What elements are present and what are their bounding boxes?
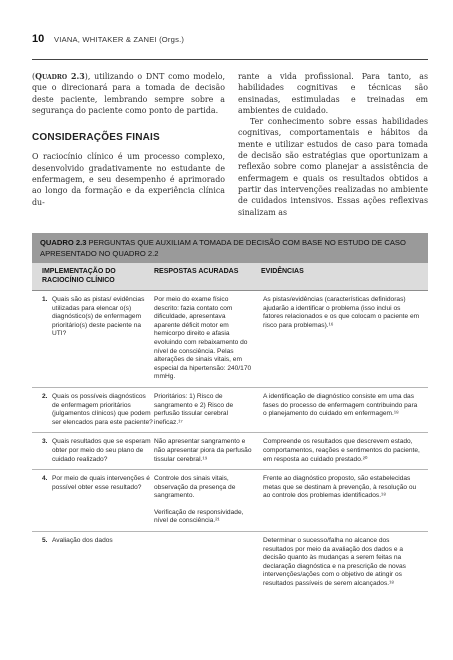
table-row	[32, 291, 428, 388]
answer-text: Não apresentar sangramento e não apresentar piora da perfusão tissular cerebral.¹⁹	[154, 438, 252, 463]
column-header-implementacao: IMPLEMENTAÇÃO DO RACIOCÍNIO CLÍNICO	[42, 268, 116, 284]
question-text: Quais resultados que se esperam obter por meio do seu plano de cuidado realizado?	[52, 438, 151, 463]
answer-cell	[154, 537, 261, 589]
right-column	[238, 71, 428, 218]
question-cell	[32, 537, 154, 589]
right-paragraph-2: Ter conhecimento sobre essas habilidades cognitivas, comportamentais e hábitos da mente e utilizar estudos de caso para tomada de decisão são estratégias que oportunizam a reflexão sobre como planejar a assistência de enfermagem e quais os resultados obtidos a partir das intervenções realizadas no ambiente de cuidados intensivos. Essas ações reflexivas sinalizam as	[238, 117, 428, 217]
evidence-text: Determinar o sucesso/falha no alcance dos resultados por meio da avaliação dos dados e a decisão quanto às mudanças a serem feitas na declaração diagnóstica e na prescrição de novas intervenções/ações com o objetivo de atingir os resultados passíveis de serem alcançados.¹⁸	[263, 537, 406, 588]
quadro-label: QUADRO 2.3	[40, 238, 87, 247]
evidence-cell	[261, 438, 428, 464]
evidence-text: Compreende os resultados que descrevem estado, comportamentos, reações e sentimentos do paciente, em resposta ao cuidado prestado.²⁰	[263, 438, 420, 463]
evidence-text: Frente ao diagnóstico proposto, são estabelecidas metas que se destinam à prevenção, à resolução ou ao controle dos problemas identificados.¹⁸	[263, 475, 417, 500]
left-paragraph-1-text: ), utilizando o DNT como modelo, que o direcionará para a tomada de decisão deste paciente, lembrando sempre sobre a segurança do paciente como ponto de partida.	[32, 72, 225, 115]
running-header	[32, 33, 428, 47]
question-cell	[32, 296, 154, 382]
answer-cell	[154, 296, 261, 382]
question-text: Quais são as pistas/ evidências utilizadas para elencar o(s) diagnóstico(s) de enfermagem prioritário(s) deste paciente na UTI?	[52, 296, 145, 338]
left-paragraph-2: O raciocínio clínico é um processo complexo, desenvolvido gradativamente no estudante de enfermagem, e seu desempenho é aprimorado ao longo da formação e da experiência clínica du-	[32, 152, 225, 207]
row-number: 4.	[42, 475, 48, 483]
answer-cell	[154, 393, 261, 427]
left-column	[32, 71, 225, 208]
question-text: Quais os possíveis diagnósticos de enfermagem prioritários (julgamentos clínicos) que podem ser elencados para este paciente?	[52, 392, 153, 426]
right-paragraph-1: rante a vida profissional. Para tanto, as habilidades cognitivas e técnicas são ensinadas, estimuladas e treinadas em ambientes de cuidado.	[238, 72, 428, 115]
question-cell	[32, 475, 154, 526]
row-number: 5.	[42, 537, 48, 545]
row-number: 2.	[42, 392, 48, 400]
question-text: Avaliação dos dados	[52, 537, 113, 545]
section-title: CONSIDERAÇÕES FINAIS	[32, 132, 160, 144]
quadro-title: PERGUNTAS QUE AUXILIAM A TOMADA DE DECISÃO COM BASE NO ESTUDO DE CASO APRESENTADO NO QUADRO 2.2	[40, 238, 406, 258]
page-number: 10	[32, 33, 45, 45]
evidence-text: As pistas/evidências (características definidoras) ajudarão a identificar o problema (isso inclui os fatores relacionados e os que colocam o paciente em risco para problemas).¹⁶	[263, 296, 420, 329]
quadro-title-bar	[32, 233, 428, 263]
evidence-cell	[261, 393, 428, 427]
answer-text: Prioritários: 1) Risco de sangramento e 2) Risco de perfusão tissular cerebral ineficaz.¹⁷	[154, 392, 234, 426]
answer-text-2: Verificação de responsividade, nível de consciência.²¹	[154, 508, 244, 525]
left-paragraph-1	[32, 71, 225, 116]
table-row	[32, 532, 428, 594]
answer-text: Controle dos sinais vitais, observação da presença de sangramento.	[154, 475, 236, 500]
quadro-column-headers	[32, 263, 428, 291]
paren-open: (	[32, 72, 36, 81]
row-number: 1.	[42, 296, 48, 303]
answer-cell	[154, 438, 261, 464]
column-header-evidencias: EVIDÊNCIAS	[261, 268, 304, 275]
answer-cell	[154, 475, 261, 526]
quadro-table	[32, 233, 428, 594]
row-number: 3.	[42, 438, 48, 446]
column-header-respostas: RESPOSTAS ACURADAS	[154, 268, 239, 275]
evidence-cell	[261, 537, 428, 589]
quadro-reference: Quadro 2.3	[35, 72, 85, 81]
evidence-text: A identificação de diagnóstico consiste em uma das fases do processo de enfermagem contribuindo para o planejamento do cuidado em enfermagem.¹⁸	[263, 392, 418, 418]
question-cell	[32, 393, 154, 427]
running-title: VIANA, WHITAKER & ZANEI (Orgs.)	[54, 35, 185, 44]
evidence-cell	[261, 475, 428, 526]
question-text: Por meio de quais intervenções é possível obter esse resultado?	[52, 475, 150, 491]
table-row	[32, 470, 428, 532]
table-row	[32, 388, 428, 433]
question-cell	[32, 438, 154, 464]
evidence-cell	[261, 296, 428, 382]
table-row	[32, 433, 428, 470]
answer-text: Por meio do exame físico descrito: fazia contato com dificuldade, apresentava aparente déficit motor em hemicorpo direito e afasia evoluindo com rebaixamento do nível de consciência. Pelas alterações de sinais vitais, em especial da hipertensão: 240/170 mmHg.	[154, 296, 252, 381]
header-rule	[32, 59, 428, 60]
